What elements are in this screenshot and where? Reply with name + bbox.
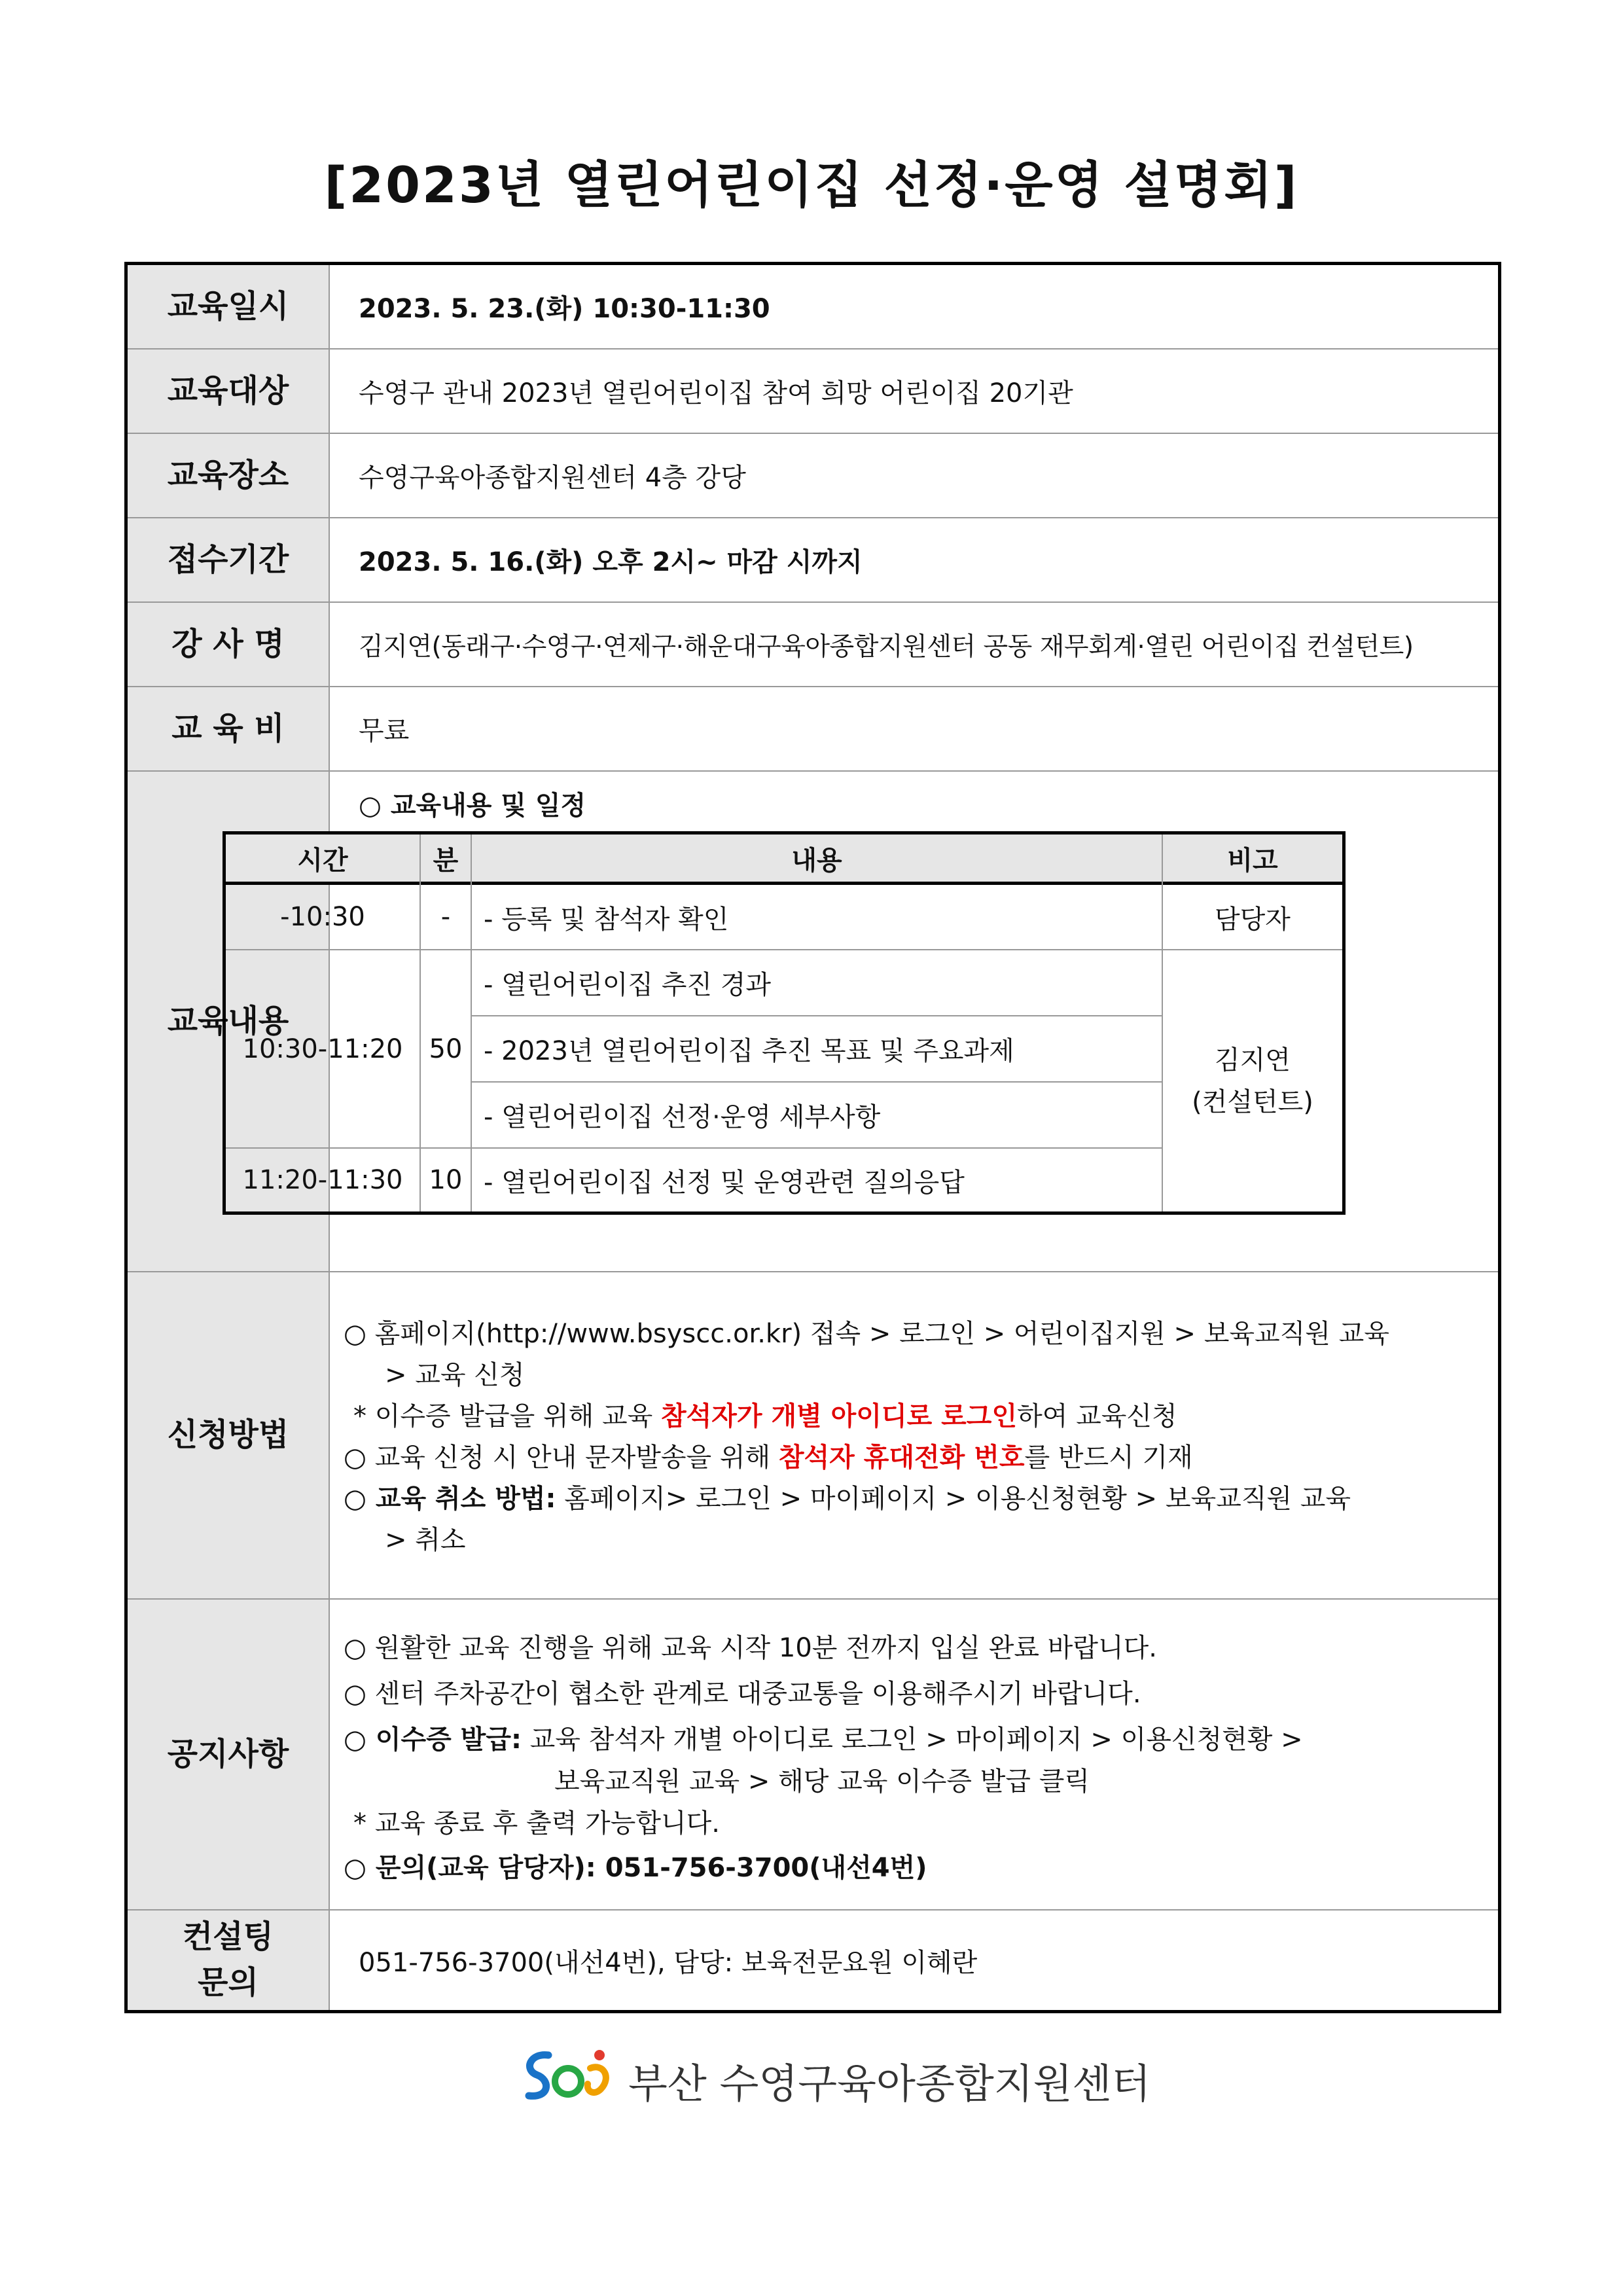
schedule-table [223, 831, 1346, 1215]
label-apply: 신청방법 [128, 1272, 330, 1598]
r3-content: - 열린어린이집 선정 및 운영관련 질의응답 [484, 1167, 965, 1198]
label-lecturer: 강 사 명 [128, 603, 330, 686]
schedule-header [226, 834, 1342, 885]
row-period [128, 518, 1498, 603]
footer-org-name: 부산 수영구육아종합지원센터 [628, 2060, 1151, 2108]
apply-line-2: * 이수증 발급을 위해 교육 참석자가 개별 아이디로 로그인하여 교육신청 [353, 1401, 1177, 1431]
notice-line-3c: 보육교직원 교육 > 해당 교육 이수증 발급 클릭 [554, 1767, 1090, 1797]
r3-time: 11:20-11:30 [242, 1165, 403, 1195]
notice-line-4: * 교육 종료 후 출력 가능합니다. [353, 1808, 720, 1839]
r2-min: 50 [429, 1033, 463, 1064]
r1-content: - 등록 및 참석자 확인 [484, 904, 729, 935]
value-target: 수영구 관내 2023년 열린어린이집 참여 희망 어린이집 20기관 [359, 378, 1073, 408]
row-fee [128, 687, 1498, 772]
r2-content-3: - 열린어린이집 선정·운영 세부사항 [484, 1102, 881, 1132]
apply-line-1: ○ 홈페이지(http://www.bsyscc.or.kr) 접속 > 로그인 > 어린이집지원 > 보육교직원 교육 [344, 1319, 1389, 1349]
r2-content-1: - 열린어린이집 추진 경과 [484, 970, 771, 1000]
center-logo-icon [517, 2043, 615, 2109]
header-min: 분 [433, 845, 459, 876]
content-heading: ○ 교육내용 및 일정 [359, 791, 586, 821]
row-date [128, 265, 1498, 350]
header-time: 시간 [297, 845, 348, 876]
apply-highlight-phone: 참석자 휴대전화 번호 [778, 1443, 1025, 1473]
r2-content-2: - 2023년 열린어린이집 추진 목표 및 주요과제 [484, 1036, 1014, 1066]
label-date: 교육일시 [128, 265, 330, 348]
notice-line-1: ○ 원활한 교육 진행을 위해 교육 시작 10분 전까지 입실 완료 바랍니다. [344, 1633, 1158, 1663]
label-fee: 교 육 비 [128, 687, 330, 770]
notice-line-5: ○ 문의(교육 담당자): 051-756-3700(내선4번) [344, 1853, 927, 1883]
label-notice: 공지사항 [128, 1600, 330, 1909]
apply-line-4c: > 취소 [385, 1525, 466, 1555]
note-role: (컨설턴트) [1192, 1086, 1313, 1117]
apply-highlight-login: 참석자가 개별 아이디로 로그인 [660, 1401, 1018, 1431]
header-note: 비고 [1227, 845, 1278, 876]
apply-line-1b: > 교육 신청 [385, 1360, 525, 1390]
notice-line-2: ○ 센터 주차공간이 협소한 관계로 대중교통을 이용해주시기 바랍니다. [344, 1679, 1141, 1709]
value-consult: 051-756-3700(내선4번), 담당: 보육전문요원 이혜란 [359, 1947, 978, 1978]
value-date: 2023. 5. 23.(화) 10:30-11:30 [359, 294, 770, 324]
value-fee: 무료 [359, 716, 410, 746]
row-notice [128, 1600, 1498, 1910]
label-content: 교육내용 [128, 772, 330, 1271]
r1-note: 담당자 [1215, 904, 1291, 935]
apply-line-4: ○ 교육 취소 방법: 홈페이지> 로그인 > 마이페이지 > 이용신청현황 > 보육교직원 교육 [344, 1484, 1351, 1514]
header-content: 내용 [791, 845, 842, 876]
r2-time: 10:30-11:20 [242, 1033, 403, 1064]
apply-line-3: ○ 교육 신청 시 안내 문자발송을 위해 참석자 휴대전화 번호를 반드시 기재 [344, 1443, 1193, 1473]
value-place: 수영구육아종합지원센터 4층 강당 [359, 463, 746, 493]
label-target: 교육대상 [128, 350, 330, 433]
label-place: 교육장소 [128, 434, 330, 517]
row-place [128, 434, 1498, 518]
r1-time: -10:30 [280, 902, 365, 932]
page-title: [2023년 열린어린이집 선정·운영 설명회] [324, 156, 1299, 214]
row-consult [128, 1910, 1498, 2010]
value-period: 2023. 5. 16.(화) 오후 2시~ 마감 시까지 [359, 547, 863, 577]
value-lecturer: 김지연(동래구·수영구·연제구·해운대구육아종합지원센터 공동 재무회계·열린 어린이집 컨설턴트) [359, 632, 1414, 662]
notice-line-3: ○ 이수증 발급: 교육 참석자 개별 아이디로 로그인 > 마이페이지 > 이용신청현황 > [344, 1725, 1303, 1755]
label-consult: 컨설팅 문의 [128, 1910, 330, 2010]
row-apply [128, 1272, 1498, 1600]
r2-r3-note [1163, 950, 1342, 1211]
note-name: 김지연 [1215, 1045, 1291, 1075]
r3-min: 10 [429, 1165, 463, 1195]
row-lecturer [128, 603, 1498, 687]
row-target [128, 350, 1498, 434]
footer-logo [517, 2043, 1151, 2109]
label-period: 접수기간 [128, 518, 330, 601]
r1-min: - [440, 902, 451, 932]
